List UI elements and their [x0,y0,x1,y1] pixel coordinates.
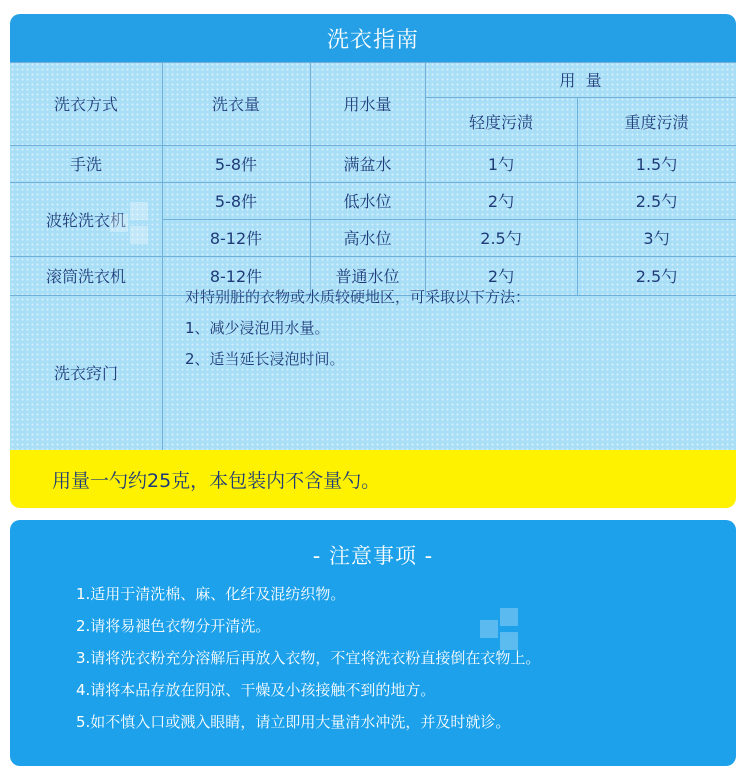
row-amount: 5-8件 [214,192,258,211]
row-light: 1勺 [487,155,515,174]
row-light: 2勺 [487,192,515,211]
row-amount: 5-8件 [214,155,258,174]
guide-title: 洗衣指南 [10,14,736,62]
row-water: 普通水位 [335,267,400,286]
header-amount: 洗衣量 [211,95,260,114]
tips-label: 洗衣窍门 [53,364,118,383]
dosage-table [10,62,736,450]
row-water: 高水位 [343,229,392,248]
precaution-item: 4.请将本品存放在阴凉、干燥及小孩接触不到的地方。 [76,681,436,699]
row-light: 2勺 [487,267,515,286]
spoon-note: 用量一勺约25克，本包装内不含量勺。 [52,469,381,492]
tips-line: 1、减少浸泡用水量。 [185,319,330,337]
precaution-item: 1.适用于清洗棉、麻、化纤及混纺织物。 [76,585,346,603]
row-heavy: 3勺 [643,229,670,248]
row-amount: 8-12件 [209,229,263,248]
tips-line: 对特别脏的衣物或水质较硬地区，可采取以下方法： [185,288,531,306]
precautions-title: - 注意事项 - [312,544,434,568]
header-water: 用水量 [343,95,392,114]
precaution-item: 3.请将洗衣粉充分溶解后再放入衣物，不宜将洗衣粉直接倒在衣物上。 [76,649,541,667]
row-heavy: 2.5勺 [635,192,678,211]
precaution-item: 5.如不慎入口或溅入眼睛，请立即用大量清水冲洗，并及时就诊。 [76,713,511,731]
row-water: 满盆水 [343,155,392,174]
row-heavy: 2.5勺 [635,267,678,286]
laundry-guide-panel [10,14,736,508]
header-method: 洗衣方式 [53,95,118,114]
row-light: 2.5勺 [480,229,522,248]
header-heavy-stain: 重度污渍 [624,112,689,132]
spoon-note-band [10,450,736,508]
header-light-stain: 轻度污渍 [468,112,533,132]
precautions-list [76,578,540,738]
row-heavy: 1.5勺 [635,155,678,174]
precautions-panel [10,520,736,766]
row-method: 手洗 [69,155,102,174]
header-dosage: 用 量 [559,71,602,90]
row-water: 低水位 [343,192,392,211]
tips-line: 2、适当延长浸泡时间。 [185,350,345,368]
tips-content [185,282,705,375]
precaution-item: 2.请将易褪色衣物分开清洗。 [76,617,271,635]
row-method: 滚筒洗衣机 [45,267,126,286]
row-method: 波轮洗衣机 [45,210,126,230]
row-amount: 8-12件 [209,267,263,286]
